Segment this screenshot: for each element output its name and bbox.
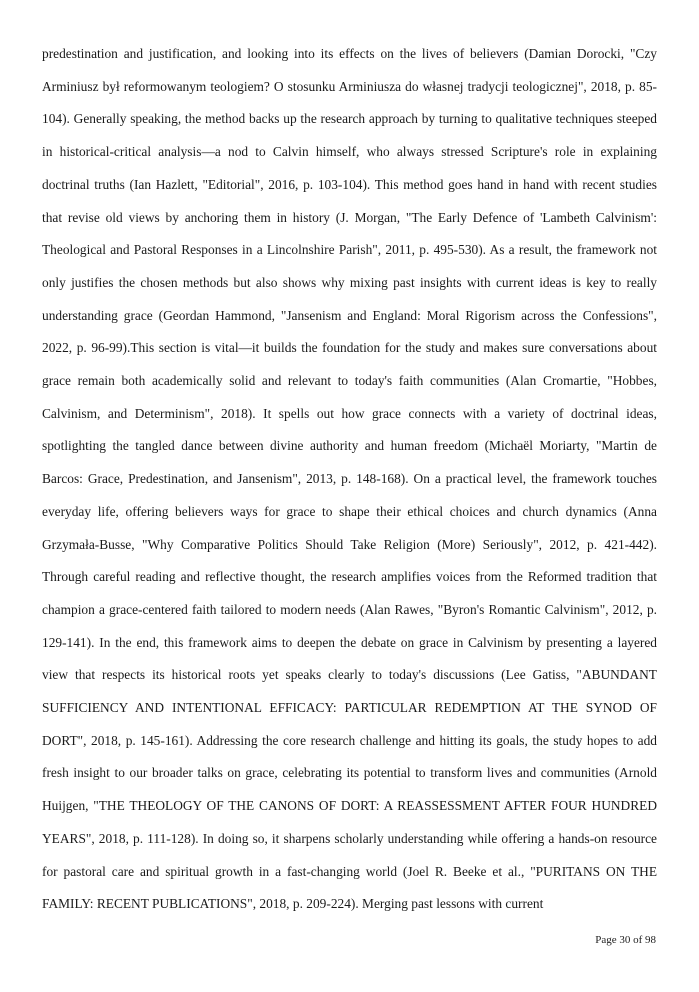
body-paragraph: predestination and justification, and looking into its effects on the lives of believers (Damian Dorocki, "Czy Arminiusz był reformowanym teologiem? O stosunku Arminiusza do własnej tradycji teologicznej", 2018, p. 85-104). Generally speaking, the method backs up the research approach by turning to qualitative techniques steeped in historical-critical analysis—a nod to Calvin himself, who always stressed Scripture's role in explaining doctrinal truths (Ian Hazlett, "Editorial", 2016, p. 103-104). This method goes hand in hand with recent studies that revise old views by anchoring them in history (J. Morgan, "The Early Defence of 'Lambeth Calvinism': Theological and Pastoral Responses in a Lincolnshire Parish", 2011, p. 495-530). As a result, the framework not only justifies the chosen methods but also shows why mixing past insights with current ideas is key to really understanding grace (Geordan Hammond, "Jansenism and England: Moral Rigorism across the Confessions", 2022, p. 96-99).This section is vital—it builds the foundation for the study and makes sure conversations about grace remain both academically solid and relevant to today's faith communities (Alan Cromartie, "Hobbes, Calvinism, and Determinism", 2018). It spells out how grace connects with a variety of doctrinal ideas, spotlighting the tangled dance between divine authority and human freedom (Michaël Moriarty, "Martin de Barcos: Grace, Predestination, and Jansenism", 2013, p. 148-168). On a practical level, the framework touches everyday life, offering believers ways for grace to shape their ethical choices and church dynamics (Anna Grzymała-Busse, "Why Comparative Politics Should Take Religion (More) Seriously", 2012, p. 421-442). Through careful reading and reflective thought, the research amplifies voices from the Reformed tradition that champion a grace-centered faith tailored to modern needs (Alan Rawes, "Byron's Romantic Calvinism", 2012, p. 129-141). In the end, this framework aims to deepen the debate on grace in Calvinism by presenting a layered view that respects its historical roots yet speaks clearly to today's discussions (Lee Gatiss, "ABUNDANT SUFFICIENCY AND INTENTIONAL EFFICACY: PARTICULAR REDEMPTION AT THE SYNOD OF DORT", 2018, p. 145-161). Addressing the core research challenge and hitting its goals, the study hopes to add fresh insight to our broader talks on grace, celebrating its potential to transform lives and communities (Arnold Huijgen, "THE THEOLOGY OF THE CANONS OF DORT: A REASSESSMENT AFTER FOUR HUNDRED YEARS", 2018, p. 111-128). In doing so, it sharpens scholarly understanding while offering a hands-on resource for pastoral care and spiritual growth in a fast-changing world (Joel R. Beeke et al., "PURITANS ON THE FAMILY: RECENT PUBLICATIONS", 2018, p. 209-224). Merging past lessons with current — [42, 46, 657, 912]
page-number-footer: Page 30 of 98 — [595, 934, 656, 946]
